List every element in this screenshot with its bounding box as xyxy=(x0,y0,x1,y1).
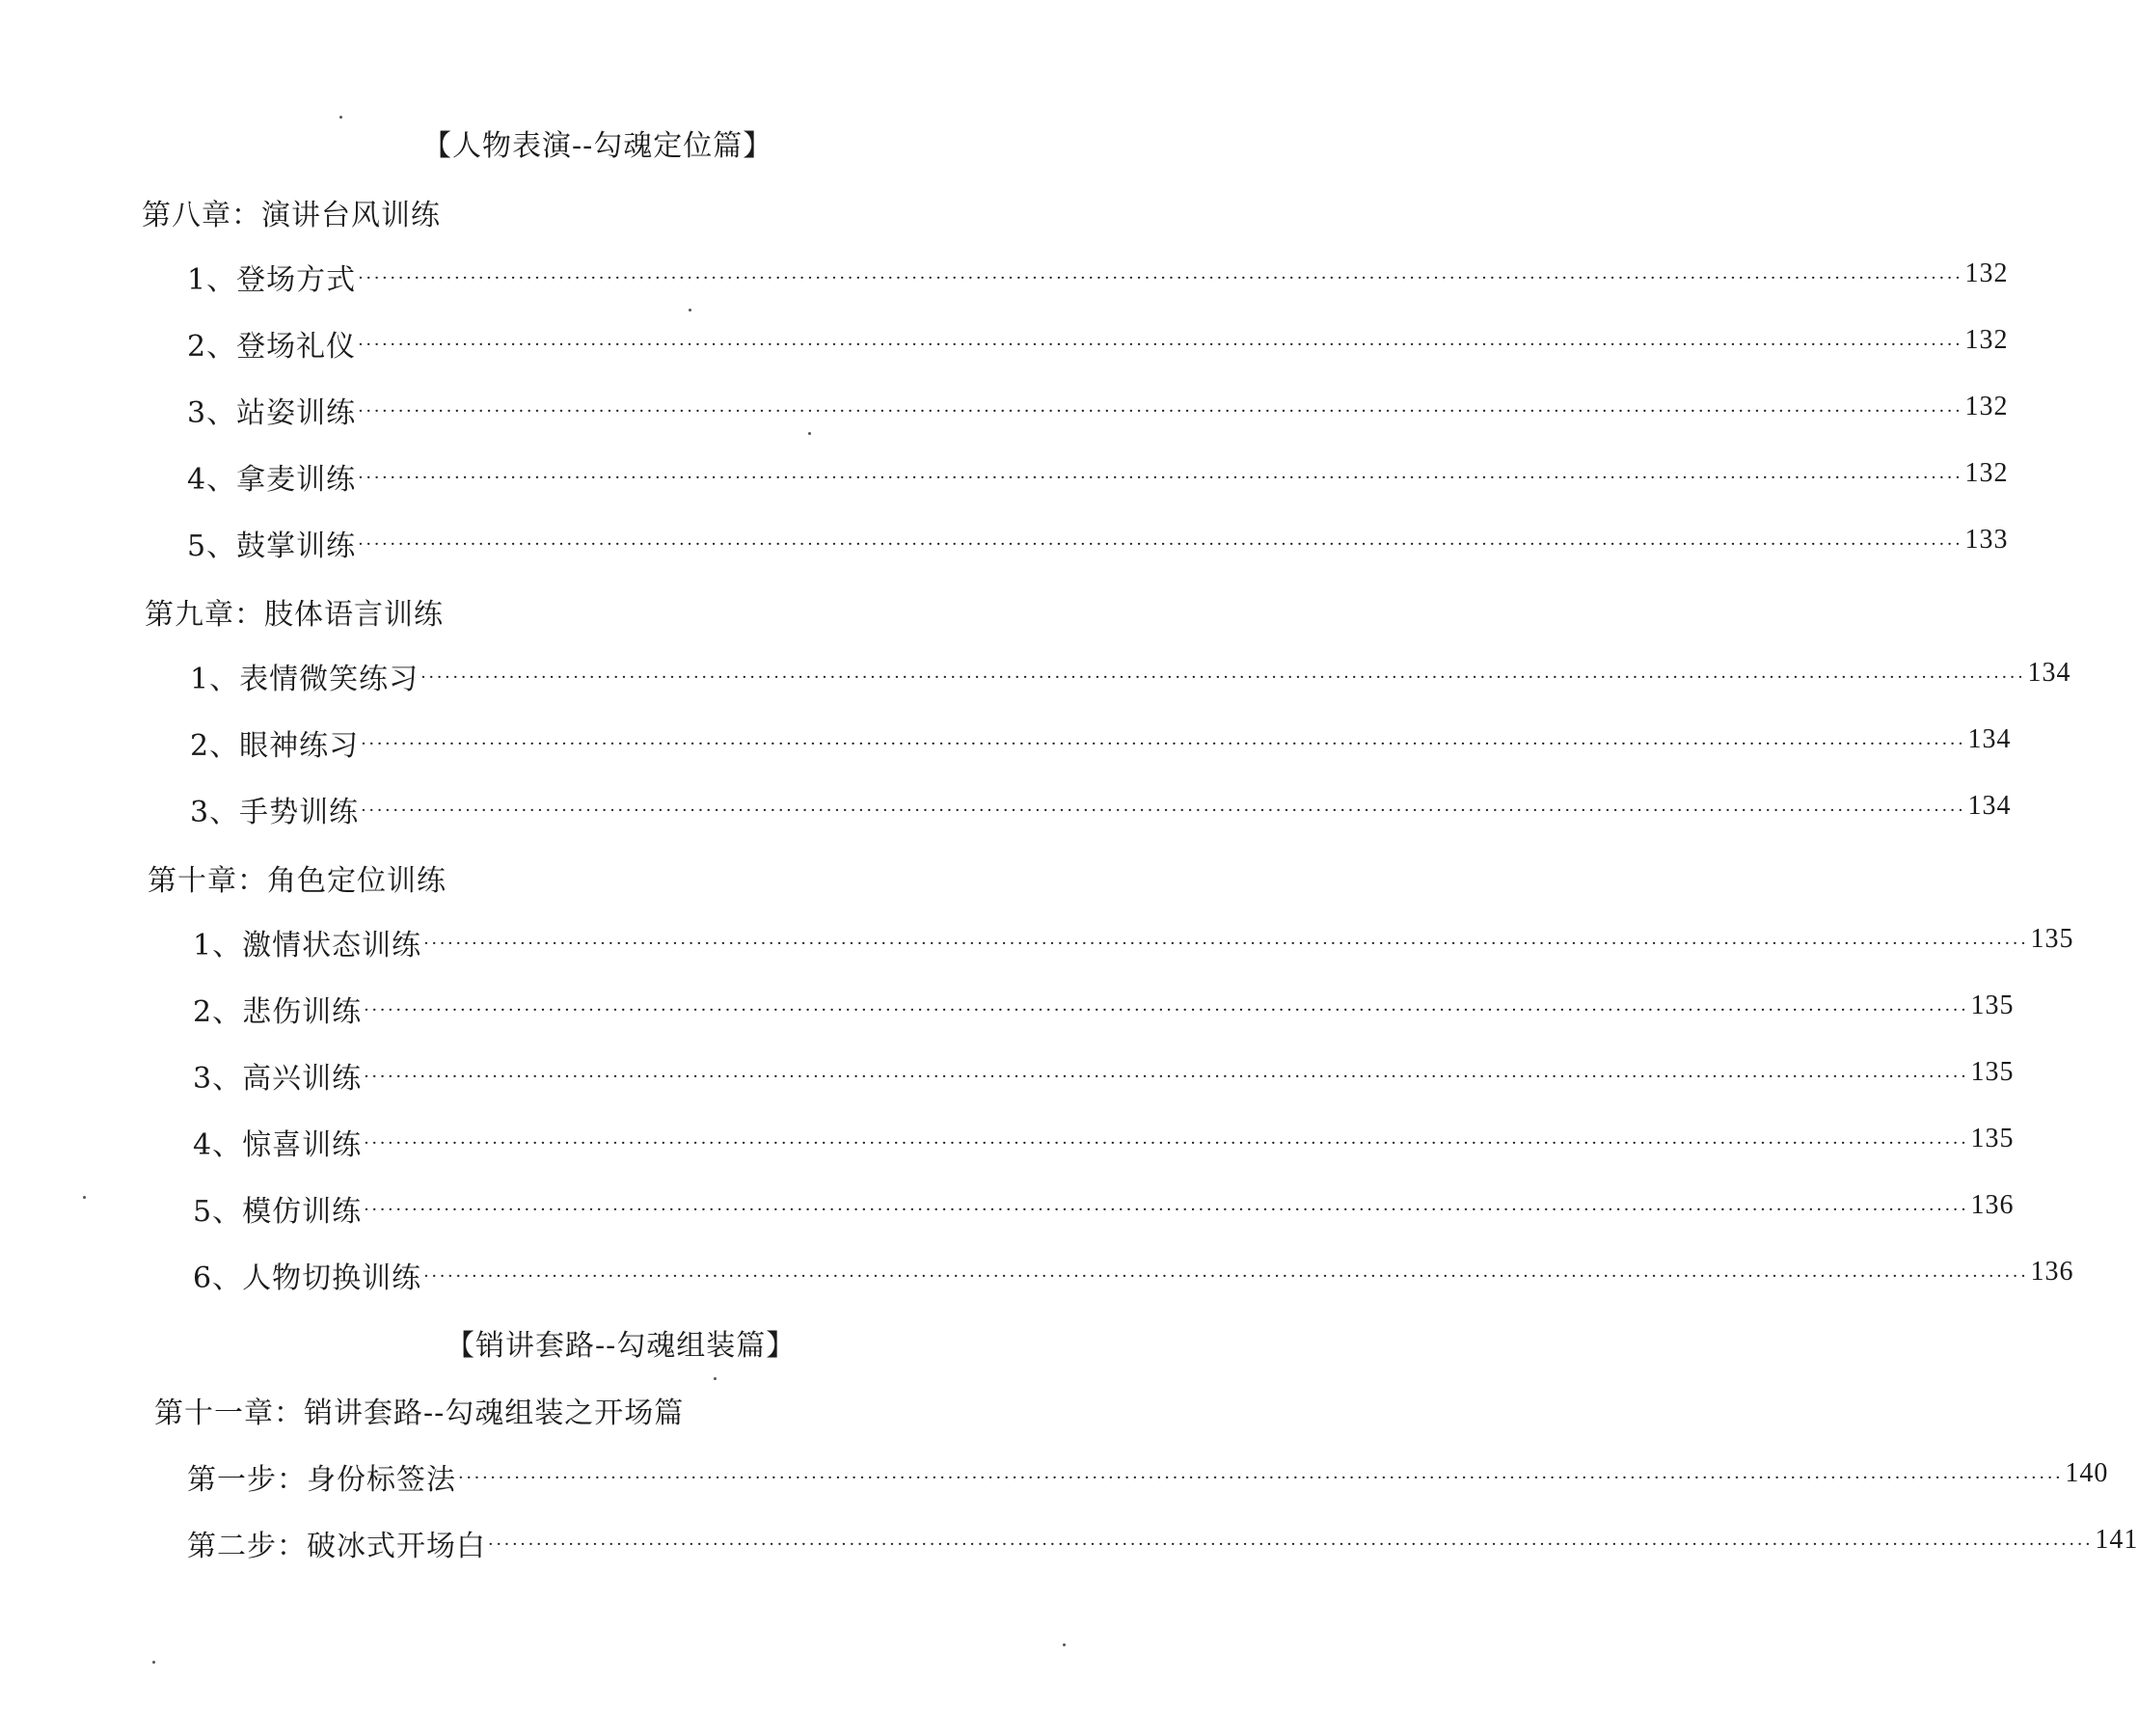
entry-page-number: 141 xyxy=(2095,1525,2138,1555)
toc-entry xyxy=(193,921,2074,963)
entry-page-number: 132 xyxy=(1964,392,2009,421)
entry-page-number: 135 xyxy=(2030,924,2074,954)
entry-label: 4、惊喜训练 xyxy=(193,1128,363,1162)
entry-label: 3、站姿训练 xyxy=(187,396,357,430)
toc-entry xyxy=(193,1187,2015,1230)
toc-entry xyxy=(190,655,2071,697)
scan-speck xyxy=(689,309,691,312)
leader-dots: ········································································································································································································ xyxy=(361,800,1966,821)
entry-page-number: 132 xyxy=(1964,458,2009,488)
toc-entry xyxy=(187,522,2009,564)
entry-label: 第一步：身份标签法 xyxy=(187,1463,456,1497)
entry-page-number: 134 xyxy=(1967,724,2012,754)
entry-page-number: 136 xyxy=(2030,1257,2074,1287)
entry-page-number: 135 xyxy=(1970,1124,2015,1153)
leader-dots: ········································································································································································································ xyxy=(358,534,1963,555)
entry-label: 1、激情状态训练 xyxy=(193,929,422,963)
leader-dots: ········································································································································································································ xyxy=(364,1200,1969,1220)
chapter-title: 第十一章：销讲套路--勾魂组装之开场篇 xyxy=(154,1397,685,1430)
entry-label: 4、拿麦训练 xyxy=(187,463,357,497)
entry-page-number: 133 xyxy=(1964,525,2009,555)
leader-dots: ········································································································································································································ xyxy=(358,468,1963,488)
leader-dots: ········································································································································································································ xyxy=(423,1266,2029,1287)
toc-entry xyxy=(187,322,2009,365)
entry-label: 2、眼神练习 xyxy=(190,729,360,763)
toc-entry xyxy=(187,1455,2109,1498)
toc-entry xyxy=(193,988,2015,1030)
entry-label: 1、表情微笑练习 xyxy=(190,663,419,696)
entry-label: 5、模仿训练 xyxy=(193,1195,363,1229)
leader-dots: ········································································································································································································ xyxy=(358,401,1963,421)
toc-entry xyxy=(190,788,2012,830)
scan-speck xyxy=(152,1661,155,1664)
entry-label: 2、登场礼仪 xyxy=(187,330,357,364)
entry-page-number: 134 xyxy=(1967,791,2012,821)
entry-page-number: 135 xyxy=(1970,990,2015,1020)
leader-dots: ········································································································································································································ xyxy=(420,667,2026,688)
toc-entry xyxy=(190,721,2012,764)
leader-dots: ········································································································································································································ xyxy=(364,1067,1969,1087)
entry-page-number: 134 xyxy=(2027,658,2071,688)
entry-page-number: 132 xyxy=(1964,258,2009,288)
entry-label: 2、悲伤训练 xyxy=(193,995,363,1029)
chapter-title: 第八章：演讲台风训练 xyxy=(142,199,441,232)
part-title: 【销讲套路--勾魂组装篇】 xyxy=(446,1329,797,1363)
entry-label: 3、手势训练 xyxy=(190,796,360,829)
entry-page-number: 132 xyxy=(1964,325,2009,355)
entry-label: 1、登场方式 xyxy=(187,263,357,297)
entry-label: 第二步：破冰式开场白 xyxy=(187,1530,486,1563)
entry-page-number: 136 xyxy=(1970,1190,2015,1220)
leader-dots: ········································································································································································································ xyxy=(361,734,1966,754)
toc-entry xyxy=(193,1121,2015,1163)
leader-dots: ········································································································································································································ xyxy=(458,1468,2064,1488)
entry-page-number: 140 xyxy=(2065,1458,2109,1488)
toc-entry xyxy=(187,1522,2138,1564)
scan-speck xyxy=(1063,1643,1066,1646)
leader-dots: ········································································································································································································ xyxy=(423,934,2029,954)
scan-speck xyxy=(339,116,342,119)
toc-entry xyxy=(193,1254,2074,1296)
entry-label: 5、鼓掌训练 xyxy=(187,529,357,563)
scan-speck xyxy=(83,1196,86,1199)
toc-entry xyxy=(187,389,2009,431)
leader-dots: ········································································································································································································ xyxy=(364,1133,1969,1153)
toc-entry xyxy=(187,455,2009,498)
entry-label: 3、高兴训练 xyxy=(193,1062,363,1096)
entry-page-number: 135 xyxy=(1970,1057,2015,1087)
leader-dots: ········································································································································································································ xyxy=(488,1534,2094,1555)
leader-dots: ········································································································································································································ xyxy=(358,335,1963,355)
scan-speck xyxy=(714,1377,717,1380)
scan-speck xyxy=(808,432,811,435)
entry-label: 6、人物切换训练 xyxy=(193,1261,422,1295)
part-title: 【人物表演--勾魂定位篇】 xyxy=(422,129,773,163)
chapter-title: 第九章：肢体语言训练 xyxy=(145,598,444,632)
toc-entry xyxy=(193,1054,2015,1097)
toc-entry xyxy=(187,256,2009,298)
leader-dots: ········································································································································································································ xyxy=(364,1000,1969,1020)
leader-dots: ········································································································································································································ xyxy=(358,268,1963,288)
chapter-title: 第十章：角色定位训练 xyxy=(148,864,447,898)
